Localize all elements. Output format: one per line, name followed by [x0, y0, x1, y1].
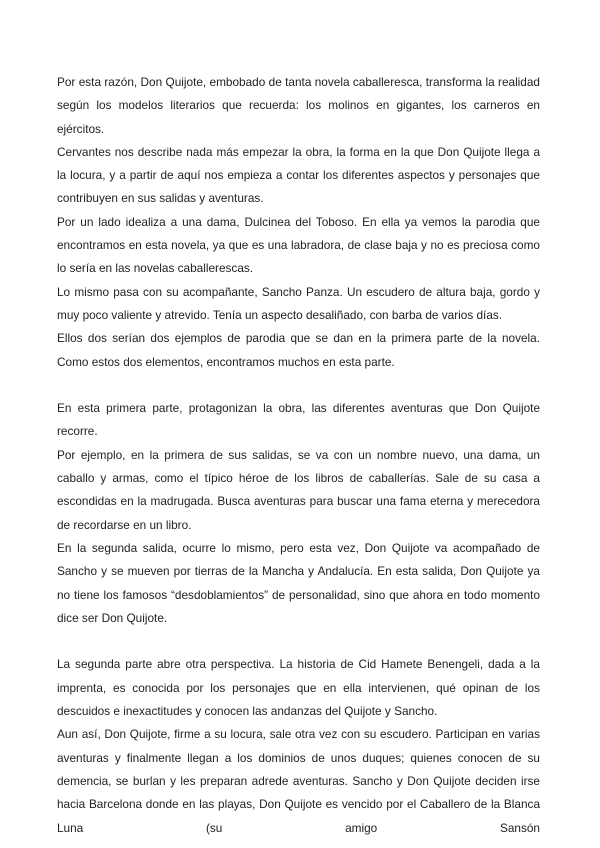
- paragraph-7: Por ejemplo, en la primera de sus salidas, se va con un nombre nuevo, una dama, un caballo y armas, como el típico héroe de los libros de caballerías. Sale de su casa a escondidas en la madrugada. Busca aventuras para buscar una fama eterna y merecedora de recordarse en un libro.: [57, 447, 540, 532]
- paragraph-3: Por un lado idealiza a una dama, Dulcinea del Toboso. En ella ya vemos la parodia que encontramos en esta novela, ya que es una labradora, de clase baja y no es preciosa como lo sería en las novelas caballerescas.: [57, 214, 540, 276]
- paragraph-8: En la segunda salida, ocurre lo mismo, pero esta vez, Don Quijote va acompañado de Sancho y se mueven por tierras de la Mancha y Andalucía. En esta salida, Don Quijote ya no tiene los famosos “desdoblamientos” de personalidad, sino que ahora en todo momento dice ser Don Quijote.: [57, 540, 540, 625]
- paragraph-9: La segunda parte abre otra perspectiva. La historia de Cid Hamete Benengeli, dada a la imprenta, es conocida por los personajes que en ella intervienen, qué opinan de los descuidos e inexactitudes y conocen las andanzas del Quijote y Sancho.: [57, 657, 540, 719]
- paragraph-spacer: [57, 630, 540, 653]
- paragraph-1: Por esta razón, Don Quijote, embobado de tanta novela caballeresca, transforma la realidad según los modelos literarios que recuerda: los molinos en gigantes, los carneros en ejércitos.: [57, 75, 540, 136]
- paragraph-2: Cervantes nos describe nada más empezar la obra, la forma en la que Don Quijote llega a la locura, y a partir de aquí nos empieza a contar los diferentes aspectos y personajes que contribuyen en sus salidas y aventuras.: [57, 144, 540, 206]
- paragraph-6: En esta primera parte, protagonizan la obra, las diferentes aventuras que Don Quijote recorre.: [57, 401, 540, 439]
- paragraph-10: Aun así, Don Quijote, firme a su locura, sale otra vez con su escudero. Participan en varias aventuras y finalmente llegan a los dominios de unos duques; quienes conocen de su demencia, se burlan y les preparan adrede aventuras. Sancho y Don Quijote deciden irse hacia Barcelona donde en las playas, Don Quijote es vencido por el Caballero de la Blanca Luna (su amigo Sansón: [57, 727, 540, 835]
- paragraph-4: Lo mismo pasa con su acompañante, Sancho Panza. Un escudero de altura baja, gordo y muy poco valiente y atrevido. Tenía un aspecto desaliñado, con barba de varios días.: [57, 284, 540, 322]
- paragraph-5: Ellos dos serían dos ejemplos de parodia que se dan en la primera parte de la novela. Como estos dos elementos, encontramos muchos en esta parte.: [57, 331, 540, 369]
- paragraph-spacer: [57, 374, 540, 397]
